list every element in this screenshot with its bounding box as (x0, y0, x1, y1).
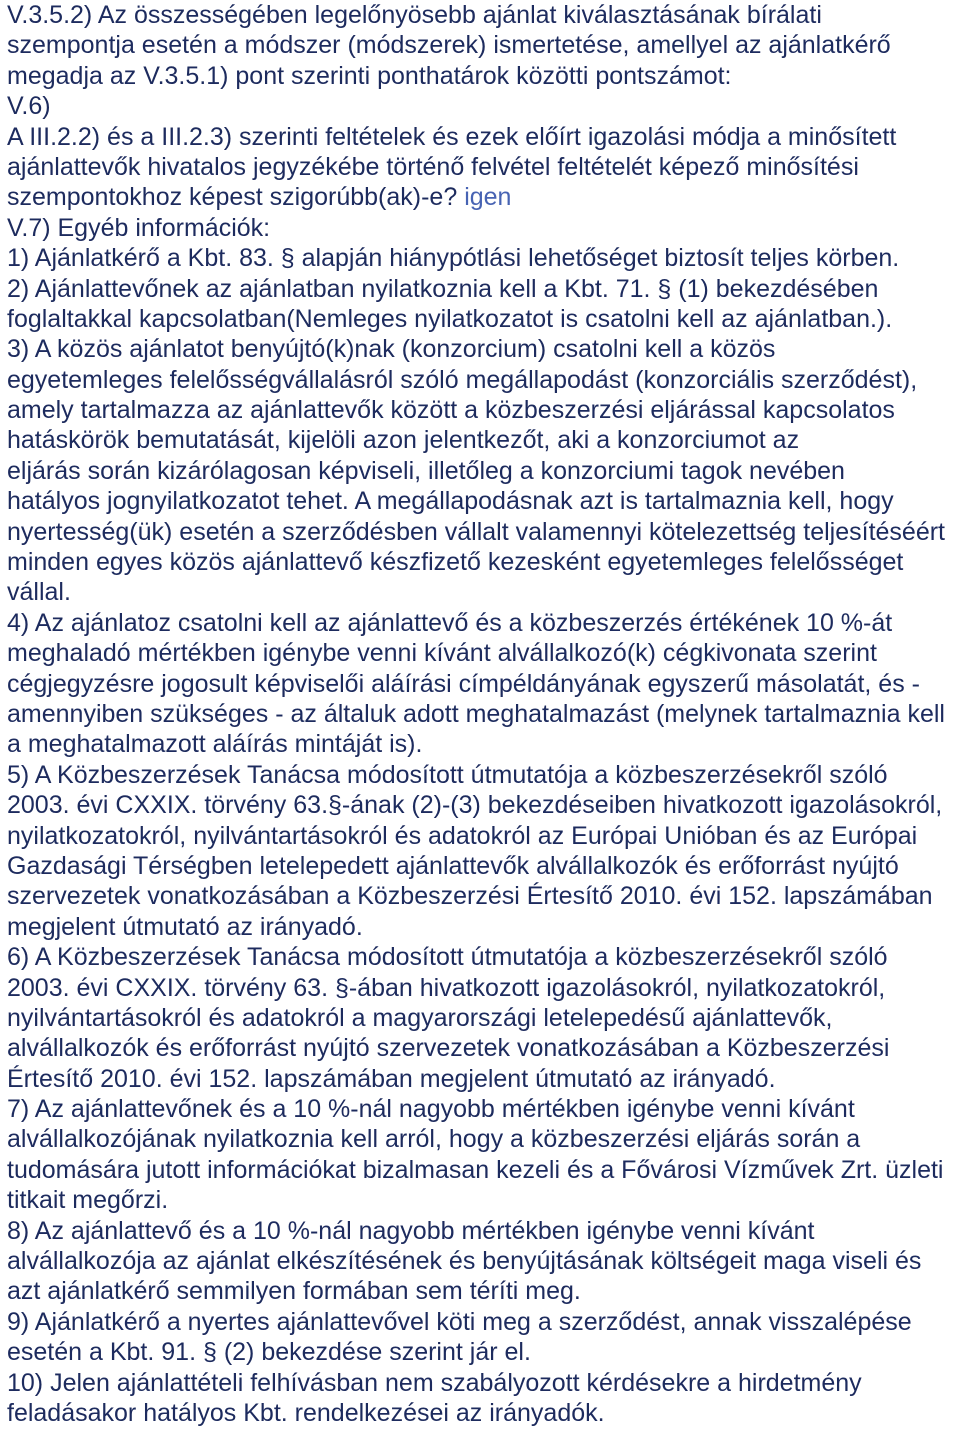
text-line: meghaladó mértékben igénybe venni kívánt alvállalkozó(k) cégkivonata szerint (7, 639, 877, 668)
text-line: megjelent útmutató az irányadó. (7, 912, 363, 941)
text-line: A III.2.2) és a III.2.3) szerinti feltételek és ezek előírt igazolási módja a minősített (7, 122, 897, 151)
info-item-6 (7, 942, 960, 1094)
text-line: 5) A Közbeszerzések Tanácsa módosított útmutatója a közbeszerzésekről szóló (7, 760, 888, 789)
text-line: vállal. (7, 578, 71, 607)
text-line: azt ajánlatkérő semmilyen formában sem téríti meg. (7, 1277, 581, 1306)
text-line: 10) Jelen ajánlattételi felhívásban nem szabályozott kérdésekre a hirdetmény (7, 1368, 862, 1397)
text-line: minden egyes közös ajánlattevő készfizető kezesként egyetemleges felelősséget (7, 548, 904, 577)
text-line: hatáskörök bemutatását, kijelöli azon jelentkezőt, aki a konzorciumot az (7, 426, 800, 455)
text-line: V.3.5.2) Az összességében legelőnyösebb ajánlat kiválasztásának bírálati (7, 1, 822, 29)
text-line: szempontja esetén a módszer (módszerek) ismertetése, amellyel az ajánlatkérő (7, 31, 891, 60)
section-label: V.6) (7, 92, 51, 121)
text-line: szervezetek vonatkozásában a Közbeszerzési Értesítő 2010. évi 152. lapszámában (7, 882, 933, 911)
text-line: 4) Az ajánlatoz csatolni kell az ajánlattevő és a közbeszerzés értékének 10 %-át (7, 608, 893, 637)
info-item-10 (7, 1368, 960, 1429)
text-line: 2) Ajánlattevőnek az ajánlatban nyilatkoznia kell a Kbt. 71. § (1) bekezdésében (7, 274, 879, 303)
section-label: V.7) Egyéb információk: (7, 213, 271, 242)
text-line: eljárás során kizárólagosan képviseli, illetőleg a konzorciumi tagok nevében (7, 456, 845, 485)
text-line: nyilatkozatokról, nyilvántartásokról és adatokról az Európai Unióban és az Európai (7, 821, 918, 850)
text-line: 2003. évi CXXIX. törvény 63. §-ában hivatkozott igazolásokról, nyilatkozatokról, (7, 973, 886, 1002)
section-v7 (7, 213, 960, 1429)
text-line: megadja az V.3.5.1) pont szerinti ponthatárok közötti pontszámot: (7, 61, 732, 90)
text-line: hatályos jognyilatkozatot tehet. A megállapodásnak azt is tartalmaznia kell, hogy (7, 487, 894, 516)
info-item-3 (7, 334, 960, 608)
text-line: 3) A közös ajánlatot benyújtó(k)nak (konzorcium) csatolni kell a közös (7, 335, 776, 364)
info-item-5 (7, 760, 960, 942)
text-line: 6) A Közbeszerzések Tanácsa módosított útmutatója a közbeszerzésekről szóló (7, 943, 888, 972)
text-line: foglaltakkal kapcsolatban(Nemleges nyilatkozatot is csatolni kell az ajánlatban.). (7, 304, 893, 333)
section-v6 (7, 91, 960, 213)
info-item-2 (7, 274, 960, 335)
text-line: egyetemleges felelősségvállalásról szóló megállapodást (konzorciális szerződést), (7, 365, 918, 394)
text-line: nyilvántartásokról és adatokról a magyarországi letelepedésű ajánlattevők, (7, 1003, 833, 1032)
question-line (7, 182, 960, 212)
info-item-7 (7, 1094, 960, 1216)
text-line: feladásakor hatályos Kbt. rendelkezései az irányadók. (7, 1398, 605, 1427)
text-line: esetén a Kbt. 91. § (2) bekezdése szerint jár el. (7, 1338, 531, 1367)
text-line: ajánlattevők hivatalos jegyzékébe történő felvétel feltételét képező minősítési (7, 152, 859, 181)
section-v352 (7, 0, 960, 91)
text-line: alvállalkozójának nyilatkoznia kell arról, hogy a közbeszerzési eljárás során a (7, 1125, 861, 1154)
answer-value: igen (464, 183, 512, 212)
info-item-9 (7, 1307, 960, 1368)
info-item-4 (7, 608, 960, 760)
info-item-8 (7, 1216, 960, 1307)
text-line: 7) Az ajánlattevőnek és a 10 %-nál nagyobb mértékben igénybe venni kívánt (7, 1095, 855, 1124)
text-line: nyertesség(ük) esetén a szerződésben vállalt valamennyi kötelezettség teljesítéséért (7, 517, 946, 546)
info-item-1 (7, 243, 960, 273)
text-line: Értesítő 2010. évi 152. lapszámában megjelent útmutató az irányadó. (7, 1064, 776, 1093)
question-text: szempontokhoz képest szigorúbb(ak)-e? (7, 183, 458, 212)
text-line: 1) Ajánlatkérő a Kbt. 83. § alapján hiánypótlási lehetőséget biztosít teljes körben. (7, 244, 900, 273)
text-line: cégjegyzésre jogosult képviselői aláírási címpéldányának egyszerű másolatát, és - (7, 669, 920, 698)
text-line: tudomására jutott információkat bizalmasan kezeli és a Fővárosi Vízművek Zrt. üzleti (7, 1155, 944, 1184)
text-line: 9) Ajánlatkérő a nyertes ajánlattevővel köti meg a szerződést, annak visszalépése (7, 1307, 912, 1336)
text-line: amennyiben szükséges - az általuk adott meghatalmazást (melynek tartalmaznia kell (7, 699, 945, 728)
text-line: 8) Az ajánlattevő és a 10 %-nál nagyobb mértékben igénybe venni kívánt (7, 1216, 815, 1245)
text-line: a meghatalmazott aláírás mintáját is). (7, 730, 423, 759)
text-line: alvállalkozója az ajánlat elkészítésének és benyújtásának költségeit maga viseli és (7, 1247, 922, 1276)
text-line: amely tartalmazza az ajánlattevők között a közbeszerzési eljárással kapcsolatos (7, 396, 895, 425)
text-line: titkait megőrzi. (7, 1186, 169, 1215)
text-line: alvállalkozók és erőforrást nyújtó szervezetek vonatkozásában a Közbeszerzési (7, 1034, 890, 1063)
text-line: 2003. évi CXXIX. törvény 63.§-ának (2)-(3) bekezdéseiben hivatkozott igazolásokról, (7, 791, 943, 820)
text-line: Gazdasági Térségben letelepedett ajánlattevők alvállalkozók és erőforrást nyújtó (7, 851, 899, 880)
